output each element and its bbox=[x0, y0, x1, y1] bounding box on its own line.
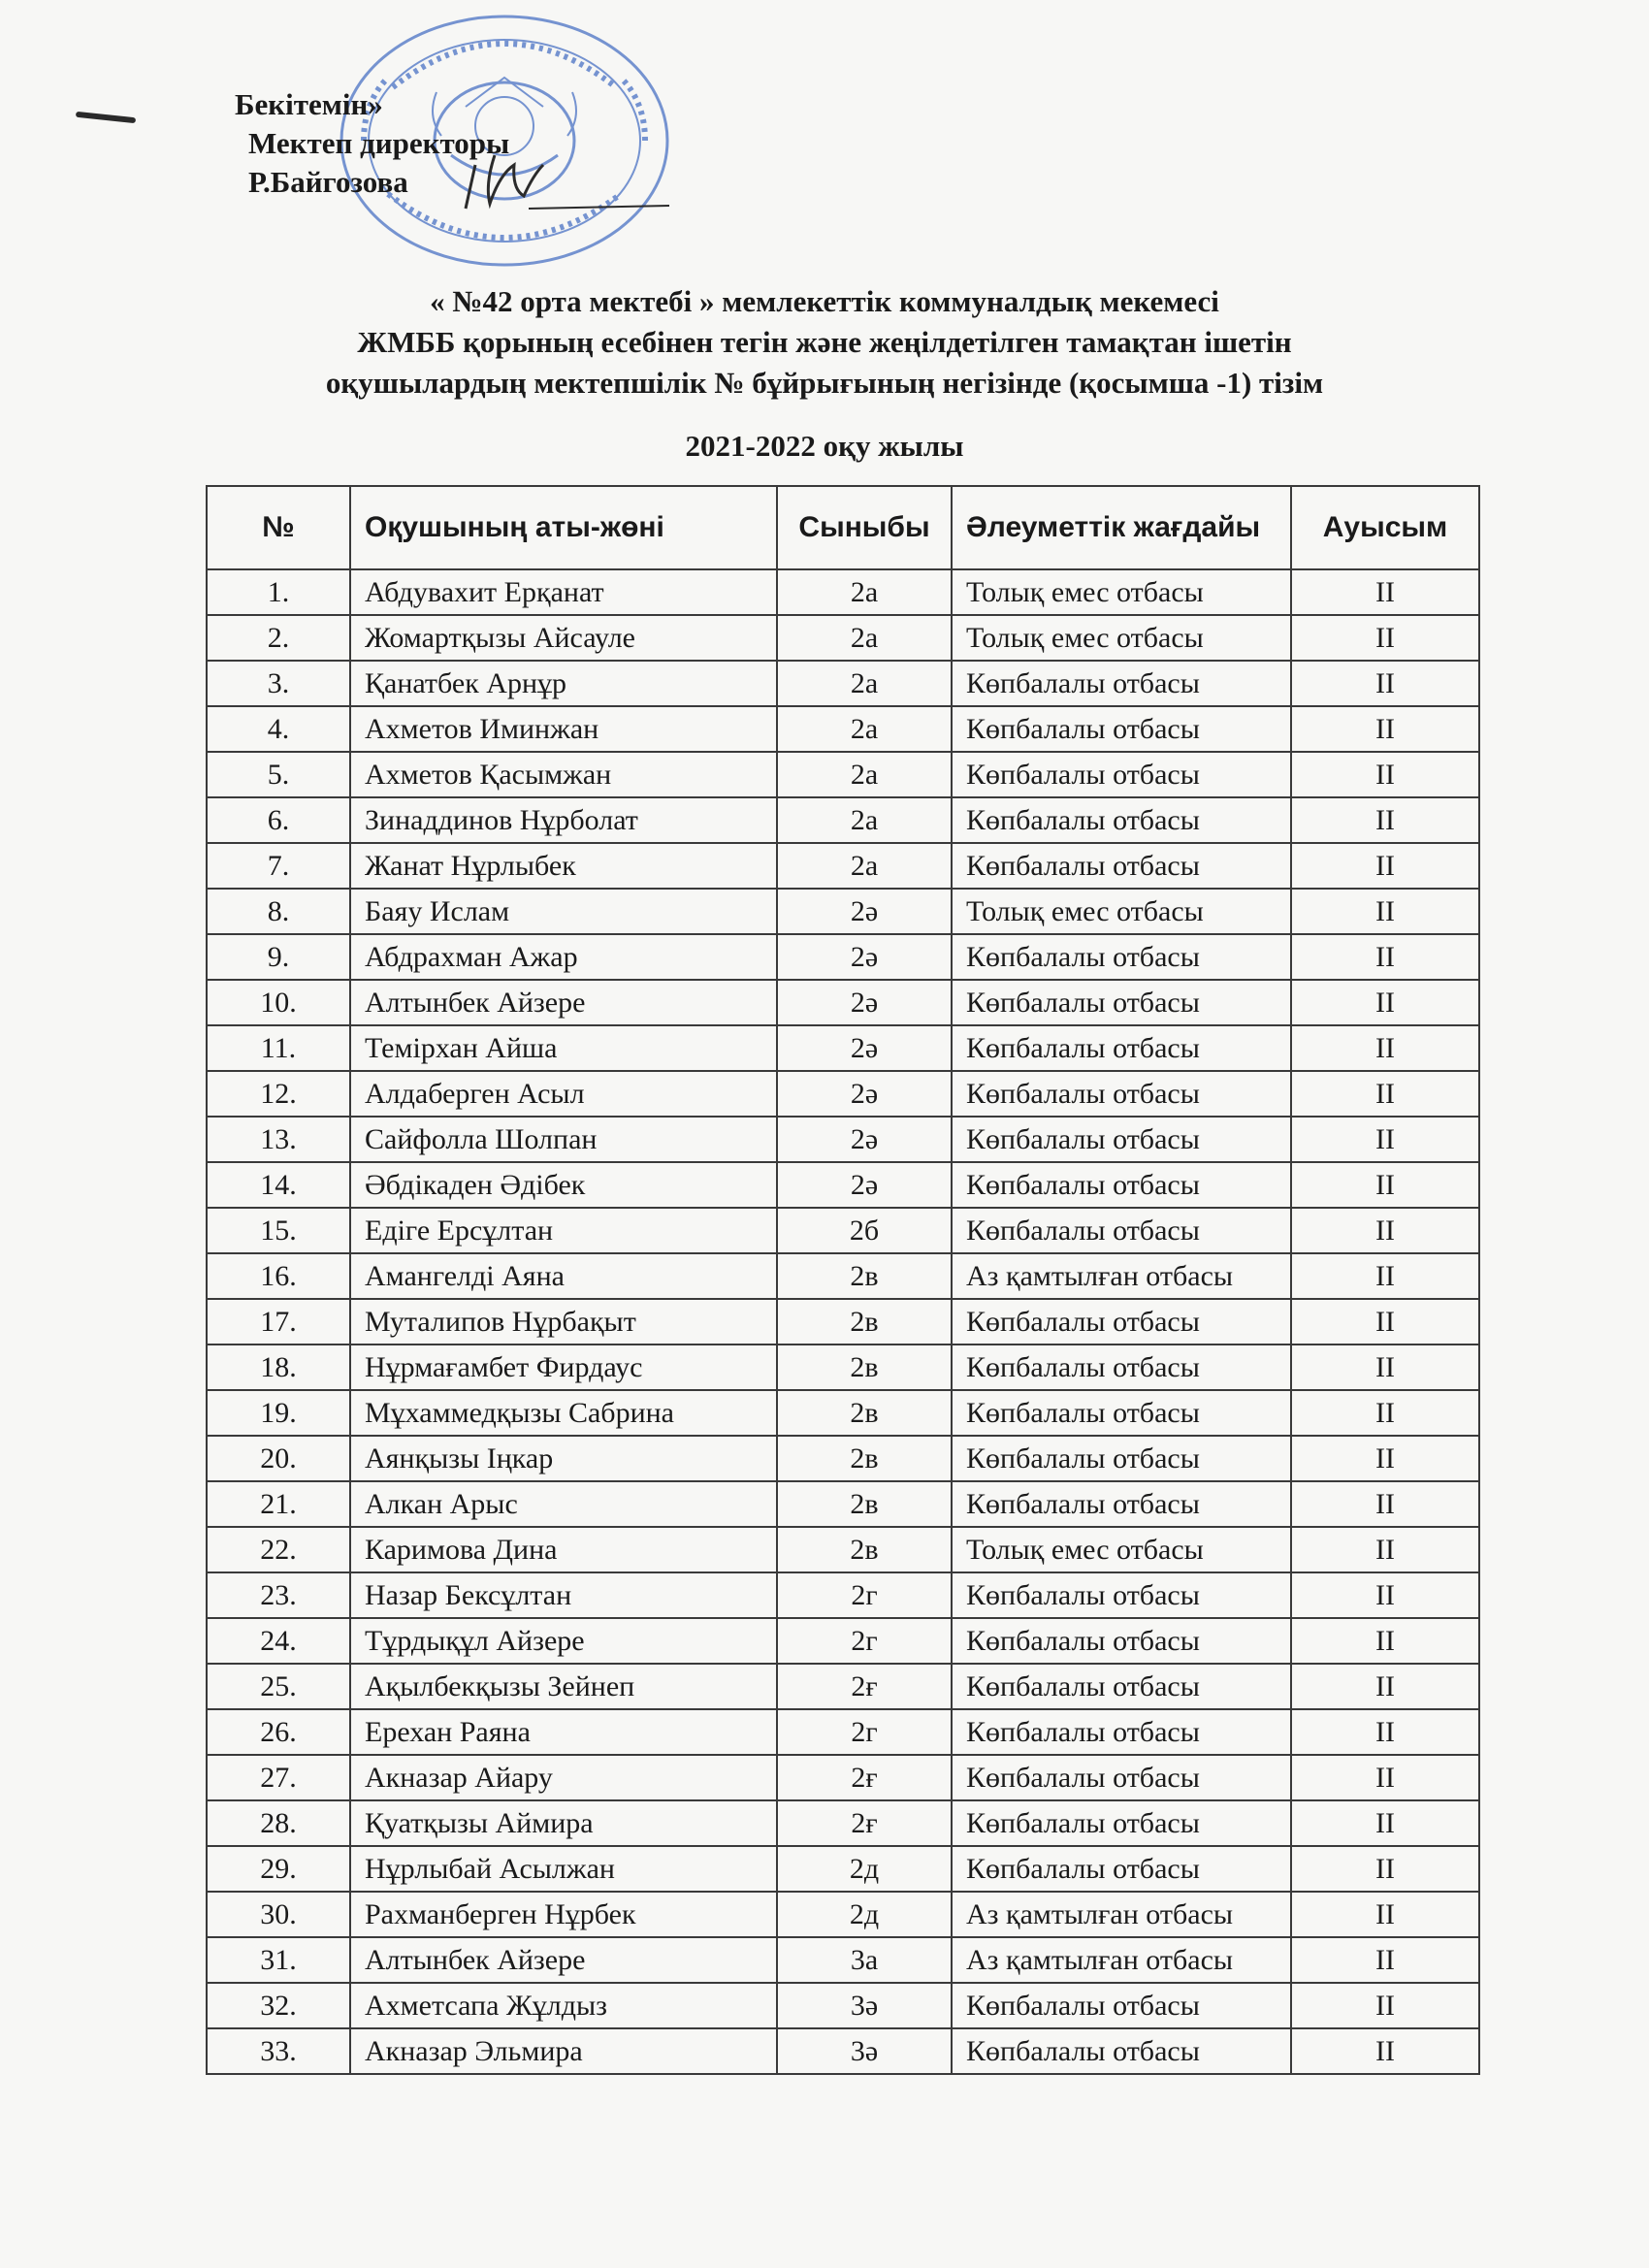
document-header bbox=[0, 281, 1649, 404]
shift-cell: II bbox=[1291, 1390, 1479, 1436]
row-number: 18. bbox=[207, 1345, 350, 1390]
student-name: Акназар Айару bbox=[350, 1755, 777, 1800]
class-cell: 2а bbox=[777, 661, 952, 706]
row-number: 3. bbox=[207, 661, 350, 706]
header-line-2: ЖМББ қорының есебінен тегін және жеңілдетілген тамақтан ішетін bbox=[357, 325, 1292, 359]
shift-cell: II bbox=[1291, 661, 1479, 706]
row-number: 33. bbox=[207, 2028, 350, 2074]
column-header-number: № bbox=[207, 486, 350, 569]
class-cell: 2б bbox=[777, 1208, 952, 1253]
shift-cell: II bbox=[1291, 1618, 1479, 1664]
social-status-cell: Аз қамтылған отбасы bbox=[952, 1892, 1291, 1937]
row-number: 23. bbox=[207, 1572, 350, 1618]
column-header-status: Әлеуметтік жағдайы bbox=[952, 486, 1291, 569]
row-number: 28. bbox=[207, 1800, 350, 1846]
row-number: 30. bbox=[207, 1892, 350, 1937]
table-row bbox=[207, 752, 1479, 797]
student-name: Қанатбек Арнұр bbox=[350, 661, 777, 706]
student-name: Каримова Дина bbox=[350, 1527, 777, 1572]
student-name: Алкан Арыс bbox=[350, 1481, 777, 1527]
social-status-cell: Көпбалалы отбасы bbox=[952, 1709, 1291, 1755]
shift-cell: II bbox=[1291, 1436, 1479, 1481]
class-cell: 2а bbox=[777, 797, 952, 843]
table-row bbox=[207, 797, 1479, 843]
row-number: 25. bbox=[207, 1664, 350, 1709]
table-row bbox=[207, 1800, 1479, 1846]
social-status-cell: Көпбалалы отбасы bbox=[952, 797, 1291, 843]
shift-cell: II bbox=[1291, 1892, 1479, 1937]
class-cell: 2а bbox=[777, 706, 952, 752]
class-cell: 2а bbox=[777, 569, 952, 615]
table-row bbox=[207, 1527, 1479, 1572]
shift-cell: II bbox=[1291, 1937, 1479, 1983]
row-number: 15. bbox=[207, 1208, 350, 1253]
table-row bbox=[207, 1481, 1479, 1527]
scan-mark bbox=[76, 112, 136, 123]
class-cell: 2ә bbox=[777, 1071, 952, 1117]
approval-director-name: Р.Байгозова bbox=[248, 165, 408, 199]
social-status-cell: Көпбалалы отбасы bbox=[952, 843, 1291, 889]
table-row bbox=[207, 843, 1479, 889]
student-name: Едіге Ерсұлтан bbox=[350, 1208, 777, 1253]
student-name: Қуатқызы Аймира bbox=[350, 1800, 777, 1846]
shift-cell: II bbox=[1291, 1709, 1479, 1755]
student-name: Акназар Эльмира bbox=[350, 2028, 777, 2074]
shift-cell: II bbox=[1291, 1664, 1479, 1709]
class-cell: 2в bbox=[777, 1481, 952, 1527]
shift-cell: II bbox=[1291, 797, 1479, 843]
row-number: 21. bbox=[207, 1481, 350, 1527]
student-name: Алдаберген Асыл bbox=[350, 1071, 777, 1117]
class-cell: 2ә bbox=[777, 980, 952, 1025]
student-name: Ерехан Раяна bbox=[350, 1709, 777, 1755]
class-cell: 2в bbox=[777, 1527, 952, 1572]
table-row bbox=[207, 1937, 1479, 1983]
social-status-cell: Көпбалалы отбасы bbox=[952, 1117, 1291, 1162]
row-number: 19. bbox=[207, 1390, 350, 1436]
student-name: Ахметсапа Жұлдыз bbox=[350, 1983, 777, 2028]
class-cell: 2д bbox=[777, 1846, 952, 1892]
class-cell: 2в bbox=[777, 1390, 952, 1436]
column-header-shift: Ауысым bbox=[1291, 486, 1479, 569]
shift-cell: II bbox=[1291, 706, 1479, 752]
approval-position: Мектеп директоры bbox=[248, 126, 510, 160]
table-row bbox=[207, 1846, 1479, 1892]
row-number: 2. bbox=[207, 615, 350, 661]
table-row bbox=[207, 1664, 1479, 1709]
class-cell: 2д bbox=[777, 1892, 952, 1937]
class-cell: 2г bbox=[777, 1709, 952, 1755]
social-status-cell: Көпбалалы отбасы bbox=[952, 934, 1291, 980]
social-status-cell: Көпбалалы отбасы bbox=[952, 661, 1291, 706]
shift-cell: II bbox=[1291, 1208, 1479, 1253]
social-status-cell: Көпбалалы отбасы bbox=[952, 1618, 1291, 1664]
shift-cell: II bbox=[1291, 1755, 1479, 1800]
student-name: Жомартқызы Айсауле bbox=[350, 615, 777, 661]
social-status-cell: Көпбалалы отбасы bbox=[952, 1800, 1291, 1846]
social-status-cell: Көпбалалы отбасы bbox=[952, 1299, 1291, 1345]
social-status-cell: Көпбалалы отбасы bbox=[952, 980, 1291, 1025]
shift-cell: II bbox=[1291, 1481, 1479, 1527]
student-name: Абдрахман Ажар bbox=[350, 934, 777, 980]
table-row bbox=[207, 1117, 1479, 1162]
student-name: Нұрмағамбет Фирдаус bbox=[350, 1345, 777, 1390]
shift-cell: II bbox=[1291, 1846, 1479, 1892]
table-row bbox=[207, 706, 1479, 752]
table-row bbox=[207, 1345, 1479, 1390]
student-name: Әбдікаден Әдібек bbox=[350, 1162, 777, 1208]
class-cell: 2г bbox=[777, 1618, 952, 1664]
student-table bbox=[206, 485, 1480, 2075]
social-status-cell: Аз қамтылған отбасы bbox=[952, 1253, 1291, 1299]
row-number: 24. bbox=[207, 1618, 350, 1664]
class-cell: 2а bbox=[777, 843, 952, 889]
row-number: 9. bbox=[207, 934, 350, 980]
table-row bbox=[207, 1253, 1479, 1299]
table-row bbox=[207, 569, 1479, 615]
table-row bbox=[207, 661, 1479, 706]
table-row bbox=[207, 889, 1479, 934]
row-number: 29. bbox=[207, 1846, 350, 1892]
row-number: 27. bbox=[207, 1755, 350, 1800]
shift-cell: II bbox=[1291, 569, 1479, 615]
shift-cell: II bbox=[1291, 1527, 1479, 1572]
social-status-cell: Көпбалалы отбасы bbox=[952, 1755, 1291, 1800]
table-header-row bbox=[207, 486, 1479, 569]
academic-year: 2021-2022 оқу жылы bbox=[685, 429, 964, 463]
shift-cell: II bbox=[1291, 889, 1479, 934]
social-status-cell: Толық емес отбасы bbox=[952, 615, 1291, 661]
class-cell: 2ә bbox=[777, 1117, 952, 1162]
row-number: 17. bbox=[207, 1299, 350, 1345]
shift-cell: II bbox=[1291, 615, 1479, 661]
social-status-cell: Толық емес отбасы bbox=[952, 1527, 1291, 1572]
social-status-cell: Көпбалалы отбасы bbox=[952, 1071, 1291, 1117]
student-name: Абдувахит Ерқанат bbox=[350, 569, 777, 615]
shift-cell: II bbox=[1291, 1025, 1479, 1071]
social-status-cell: Аз қамтылған отбасы bbox=[952, 1937, 1291, 1983]
table-row bbox=[207, 1436, 1479, 1481]
table-row bbox=[207, 1755, 1479, 1800]
table-row bbox=[207, 2028, 1479, 2074]
approval-title: Бекітемін» bbox=[235, 87, 383, 121]
row-number: 16. bbox=[207, 1253, 350, 1299]
table-body bbox=[207, 569, 1479, 2074]
row-number: 4. bbox=[207, 706, 350, 752]
table-row bbox=[207, 1071, 1479, 1117]
class-cell: 2ә bbox=[777, 1162, 952, 1208]
class-cell: 2ә bbox=[777, 934, 952, 980]
social-status-cell: Көпбалалы отбасы bbox=[952, 752, 1291, 797]
class-cell: 3а bbox=[777, 1937, 952, 1983]
class-cell: 2а bbox=[777, 615, 952, 661]
student-name: Сайфолла Шолпан bbox=[350, 1117, 777, 1162]
class-cell: 2в bbox=[777, 1345, 952, 1390]
class-cell: 2ә bbox=[777, 1025, 952, 1071]
class-cell: 2г bbox=[777, 1572, 952, 1618]
shift-cell: II bbox=[1291, 1345, 1479, 1390]
social-status-cell: Көпбалалы отбасы bbox=[952, 1208, 1291, 1253]
row-number: 1. bbox=[207, 569, 350, 615]
social-status-cell: Көпбалалы отбасы bbox=[952, 1481, 1291, 1527]
row-number: 14. bbox=[207, 1162, 350, 1208]
class-cell: 2ғ bbox=[777, 1800, 952, 1846]
row-number: 7. bbox=[207, 843, 350, 889]
class-cell: 2ғ bbox=[777, 1755, 952, 1800]
class-cell: 3ә bbox=[777, 1983, 952, 2028]
student-name: Мұхаммедқызы Сабрина bbox=[350, 1390, 777, 1436]
column-header-name: Оқушының аты-жөні bbox=[350, 486, 777, 569]
row-number: 10. bbox=[207, 980, 350, 1025]
social-status-cell: Көпбалалы отбасы bbox=[952, 1390, 1291, 1436]
shift-cell: II bbox=[1291, 1572, 1479, 1618]
row-number: 5. bbox=[207, 752, 350, 797]
table-row bbox=[207, 1709, 1479, 1755]
social-status-cell: Көпбалалы отбасы bbox=[952, 1345, 1291, 1390]
social-status-cell: Көпбалалы отбасы bbox=[952, 1983, 1291, 2028]
shift-cell: II bbox=[1291, 980, 1479, 1025]
row-number: 8. bbox=[207, 889, 350, 934]
student-name: Алтынбек Айзере bbox=[350, 1937, 777, 1983]
class-cell: 2ә bbox=[777, 889, 952, 934]
student-name: Ахметов Қасымжан bbox=[350, 752, 777, 797]
table-row bbox=[207, 615, 1479, 661]
student-name: Ахметов Иминжан bbox=[350, 706, 777, 752]
row-number: 31. bbox=[207, 1937, 350, 1983]
row-number: 11. bbox=[207, 1025, 350, 1071]
student-name: Муталипов Нұрбақыт bbox=[350, 1299, 777, 1345]
class-cell: 2в bbox=[777, 1253, 952, 1299]
shift-cell: II bbox=[1291, 843, 1479, 889]
shift-cell: II bbox=[1291, 1071, 1479, 1117]
social-status-cell: Толық емес отбасы bbox=[952, 889, 1291, 934]
social-status-cell: Көпбалалы отбасы bbox=[952, 2028, 1291, 2074]
social-status-cell: Көпбалалы отбасы bbox=[952, 706, 1291, 752]
student-name: Нұрлыбай Асылжан bbox=[350, 1846, 777, 1892]
table-row bbox=[207, 1208, 1479, 1253]
class-cell: 2а bbox=[777, 752, 952, 797]
approval-block bbox=[235, 85, 509, 202]
table-row bbox=[207, 1390, 1479, 1436]
shift-cell: II bbox=[1291, 1983, 1479, 2028]
student-name: Баяу Ислам bbox=[350, 889, 777, 934]
social-status-cell: Көпбалалы отбасы bbox=[952, 1572, 1291, 1618]
shift-cell: II bbox=[1291, 1299, 1479, 1345]
table-row bbox=[207, 1983, 1479, 2028]
row-number: 12. bbox=[207, 1071, 350, 1117]
shift-cell: II bbox=[1291, 934, 1479, 980]
row-number: 6. bbox=[207, 797, 350, 843]
table-row bbox=[207, 1162, 1479, 1208]
social-status-cell: Толық емес отбасы bbox=[952, 569, 1291, 615]
shift-cell: II bbox=[1291, 1162, 1479, 1208]
class-cell: 2в bbox=[777, 1436, 952, 1481]
student-name: Алтынбек Айзере bbox=[350, 980, 777, 1025]
student-name: Зинаддинов Нұрболат bbox=[350, 797, 777, 843]
row-number: 32. bbox=[207, 1983, 350, 2028]
student-name: Жанат Нұрлыбек bbox=[350, 843, 777, 889]
student-name: Аянқызы Іңкар bbox=[350, 1436, 777, 1481]
shift-cell: II bbox=[1291, 1253, 1479, 1299]
class-cell: 3ә bbox=[777, 2028, 952, 2074]
header-line-1: « №42 орта мектебі » мемлекеттік коммуналдық мекемесі bbox=[430, 284, 1219, 318]
table-row bbox=[207, 1299, 1479, 1345]
class-cell: 2в bbox=[777, 1299, 952, 1345]
shift-cell: II bbox=[1291, 1800, 1479, 1846]
social-status-cell: Көпбалалы отбасы bbox=[952, 1664, 1291, 1709]
student-name: Назар Бексұлтан bbox=[350, 1572, 777, 1618]
table-row bbox=[207, 1025, 1479, 1071]
table-row bbox=[207, 934, 1479, 980]
table-row bbox=[207, 1572, 1479, 1618]
student-name: Ақылбекқызы Зейнеп bbox=[350, 1664, 777, 1709]
social-status-cell: Көпбалалы отбасы bbox=[952, 1025, 1291, 1071]
student-name: Темірхан Айша bbox=[350, 1025, 777, 1071]
student-name: Тұрдықұл Айзере bbox=[350, 1618, 777, 1664]
class-cell: 2ғ bbox=[777, 1664, 952, 1709]
row-number: 26. bbox=[207, 1709, 350, 1755]
table-row bbox=[207, 980, 1479, 1025]
shift-cell: II bbox=[1291, 1117, 1479, 1162]
row-number: 13. bbox=[207, 1117, 350, 1162]
table-row bbox=[207, 1892, 1479, 1937]
table-row bbox=[207, 1618, 1479, 1664]
social-status-cell: Көпбалалы отбасы bbox=[952, 1436, 1291, 1481]
header-line-3: оқушылардың мектепшілік № бұйрығының негізінде (қосымша -1) тізім bbox=[325, 366, 1324, 400]
shift-cell: II bbox=[1291, 752, 1479, 797]
social-status-cell: Көпбалалы отбасы bbox=[952, 1162, 1291, 1208]
student-name: Рахманберген Нұрбек bbox=[350, 1892, 777, 1937]
row-number: 20. bbox=[207, 1436, 350, 1481]
column-header-class: Сыныбы bbox=[777, 486, 952, 569]
row-number: 22. bbox=[207, 1527, 350, 1572]
student-name: Амангелді Аяна bbox=[350, 1253, 777, 1299]
social-status-cell: Көпбалалы отбасы bbox=[952, 1846, 1291, 1892]
shift-cell: II bbox=[1291, 2028, 1479, 2074]
